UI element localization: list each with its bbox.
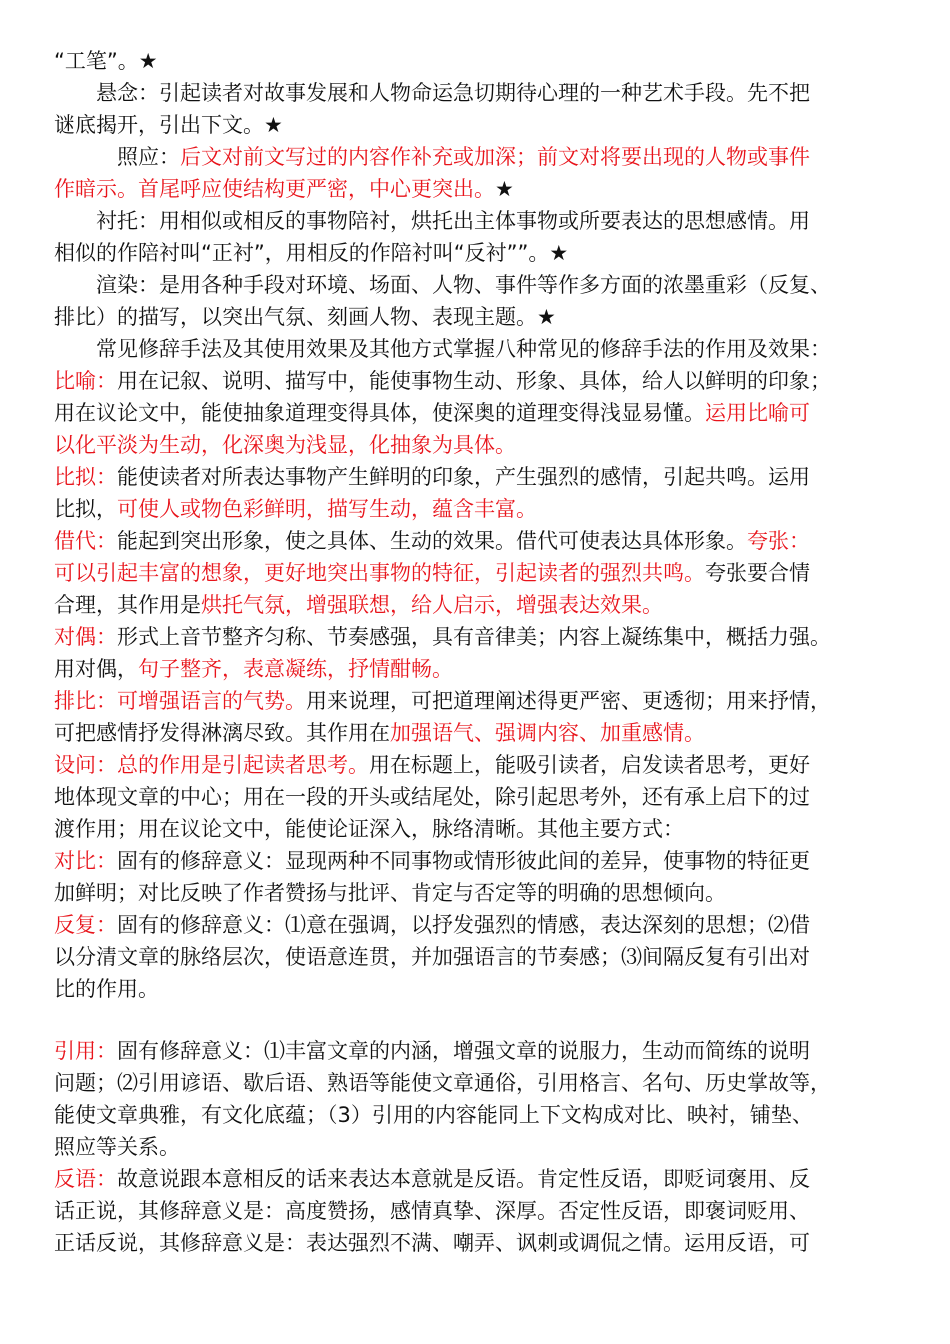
text-line	[54, 1228, 910, 1258]
body-text: “工笔”。★	[54, 49, 158, 73]
body-text: 可把感情抒发得淋漓尽致。其作用在	[54, 721, 390, 745]
text-line	[54, 846, 910, 876]
body-text: 用在议论文中，能使抽象道理变得具体，使深奥的道理变得浅显易懂。	[54, 401, 705, 425]
text-line	[54, 782, 910, 812]
highlighted-text: 可以引起丰富的想象，更好地突出事物的特征，引起读者的强烈共鸣。	[54, 561, 705, 585]
text-line	[54, 622, 910, 652]
highlighted-text: 夸张：	[747, 529, 810, 553]
body-text: 渲染：是用各种手段对环境、场面、人物、事件等作多方面的浓墨重彩（反复、	[54, 273, 831, 297]
body-text: 固有的修辞意义：显现两种不同事物或情形彼此间的差异，使事物的特征更	[117, 849, 810, 873]
body-text: 问题；⑵引用谚语、歇后语、熟语等能使文章通俗，引用格言、名句、历史掌故等，	[54, 1071, 831, 1095]
body-text: 排比）的描写，以突出气氛、刻画人物、表现主题。★	[54, 305, 556, 329]
highlighted-text: 反语：	[54, 1167, 117, 1191]
text-line	[54, 1164, 910, 1194]
body-text: 正话反说，其修辞意义是：表达强烈不满、嘲弄、讽刺或调侃之情。运用反语，可	[54, 1231, 810, 1255]
body-text: 照应等关系。	[54, 1135, 180, 1159]
body-text: 谜底揭开，引出下文。★	[54, 113, 283, 137]
body-text: 用对偶，	[54, 657, 138, 681]
highlighted-text: 可使人或物色彩鲜明，描写生动，蕴含丰富。	[117, 497, 537, 521]
text-line	[54, 814, 910, 844]
body-text: 常见修辞手法及其使用效果及其他方式掌握八种常见的修辞手法的作用及效果：	[54, 337, 831, 361]
text-line	[54, 590, 910, 620]
text-line	[54, 206, 910, 236]
highlighted-text: 比喻：	[54, 369, 117, 393]
text-line	[54, 1068, 910, 1098]
text-line	[54, 334, 910, 364]
text-line	[54, 1036, 910, 1066]
body-text: 加鲜明；对比反映了作者赞扬与批评、肯定与否定等的明确的思想倾向。	[54, 881, 726, 905]
body-text: 比拟，	[54, 497, 117, 521]
body-text: 能起到突出形象，使之具体、生动的效果。借代可使表达具体形象。	[117, 529, 747, 553]
highlighted-text: 以化平淡为生动，化深奥为浅显，化抽象为具体。	[54, 433, 516, 457]
text-line	[54, 878, 910, 908]
highlighted-text: 句子整齐，表意凝练，抒情酣畅。	[138, 657, 453, 681]
highlighted-text: 加强语气、强调内容、加重感情。	[390, 721, 705, 745]
body-text: 用在标题上，能吸引读者，启发读者思考，更好	[369, 753, 810, 777]
text-line	[54, 494, 910, 524]
text-line	[54, 270, 910, 300]
text-line	[54, 558, 910, 588]
body-text: 衬托：用相似或相反的事物陪衬，烘托出主体事物或所要表达的思想感情。用	[54, 209, 810, 233]
text-line	[54, 974, 910, 1004]
text-line	[54, 302, 910, 332]
text-line	[54, 174, 910, 204]
highlighted-text: 运用比喻可	[705, 401, 810, 425]
body-text: 夸张要合情	[705, 561, 810, 585]
text-line	[54, 942, 910, 972]
body-text: 以分清文章的脉络层次，使语意连贯，并加强语言的节奏感；⑶间隔反复有引出对	[54, 945, 810, 969]
body-text: 用在记叙、说明、描写中，能使事物生动、形象、具体，给人以鲜明的印象；	[117, 369, 831, 393]
text-line	[54, 238, 910, 268]
highlighted-text: 引用：	[54, 1039, 117, 1063]
highlighted-text: 对偶：	[54, 625, 117, 649]
body-text: 固有修辞意义：⑴丰富文章的内涵，增强文章的说服力，生动而简练的说明	[117, 1039, 810, 1063]
highlighted-text: 烘托气氛，增强联想，给人启示，增强表达效果。	[201, 593, 663, 617]
highlighted-text: 作暗示。首尾呼应使结构更严密，中心更突出。	[54, 177, 495, 201]
text-line	[54, 78, 910, 108]
text-line	[54, 462, 910, 492]
body-text: 固有的修辞意义：⑴意在强调，以抒发强烈的情感，表达深刻的思想；⑵借	[117, 913, 810, 937]
text-line	[54, 142, 910, 172]
body-text: 形式上音节整齐匀称、节奏感强，具有音律美；内容上凝练集中，概括力强。	[117, 625, 831, 649]
body-text: 相似的作陪衬叫“正衬”，用相反的作陪衬叫“反衬””。★	[54, 241, 569, 265]
body-text: 故意说跟本意相反的话来表达本意就是反语。肯定性反语，即贬词褒用、反	[117, 1167, 810, 1191]
highlighted-text: 比拟：	[54, 465, 117, 489]
highlighted-text: 借代：	[54, 529, 117, 553]
text-line	[54, 46, 910, 76]
highlighted-text: 后文对前文写过的内容作补充或加深；前文对将要出现的人物或事件	[180, 145, 810, 169]
body-text: ★	[495, 177, 514, 201]
text-line	[54, 110, 910, 140]
text-line	[54, 366, 910, 396]
body-text: 悬念：引起读者对故事发展和人物命运急切期待心理的一种艺术手段。先不把	[54, 81, 810, 105]
body-text: 能使读者对所表达事物产生鲜明的印象，产生强烈的感情，引起共鸣。运用	[117, 465, 810, 489]
text-line	[54, 430, 910, 460]
text-line	[54, 1196, 910, 1226]
text-line	[54, 1132, 910, 1162]
text-line	[54, 718, 910, 748]
body-text: 比的作用。	[54, 977, 159, 1001]
highlighted-text: 反复：	[54, 913, 117, 937]
body-text: 话正说，其修辞意义是：高度赞扬，感情真挚、深厚。否定性反语，即褒词贬用、	[54, 1199, 810, 1223]
text-line	[54, 398, 910, 428]
text-line	[54, 1100, 910, 1130]
body-text: 能使文章典雅，有文化底蕴；（3）引用的内容能同上下文构成对比、映衬，铺垫、	[54, 1103, 813, 1127]
text-line	[54, 526, 910, 556]
highlighted-text: 对比：	[54, 849, 117, 873]
highlighted-text: 设问：总的作用是引起读者思考。	[54, 753, 369, 777]
body-text: 用来说理，可把道理阐述得更严密、更透彻；用来抒情，	[306, 689, 831, 713]
body-text: 合理，其作用是	[54, 593, 201, 617]
text-line	[54, 686, 910, 716]
body-text: 渡作用；用在议论文中，能使论证深入，脉络清晰。其他主要方式：	[54, 817, 684, 841]
text-line	[54, 910, 910, 940]
text-line	[54, 750, 910, 780]
highlighted-text: 排比：可增强语言的气势。	[54, 689, 306, 713]
body-text: 地体现文章的中心；用在一段的开头或结尾处，除引起思考外，还有承上启下的过	[54, 785, 810, 809]
body-text: 照应：	[54, 145, 180, 169]
text-line	[54, 654, 910, 684]
